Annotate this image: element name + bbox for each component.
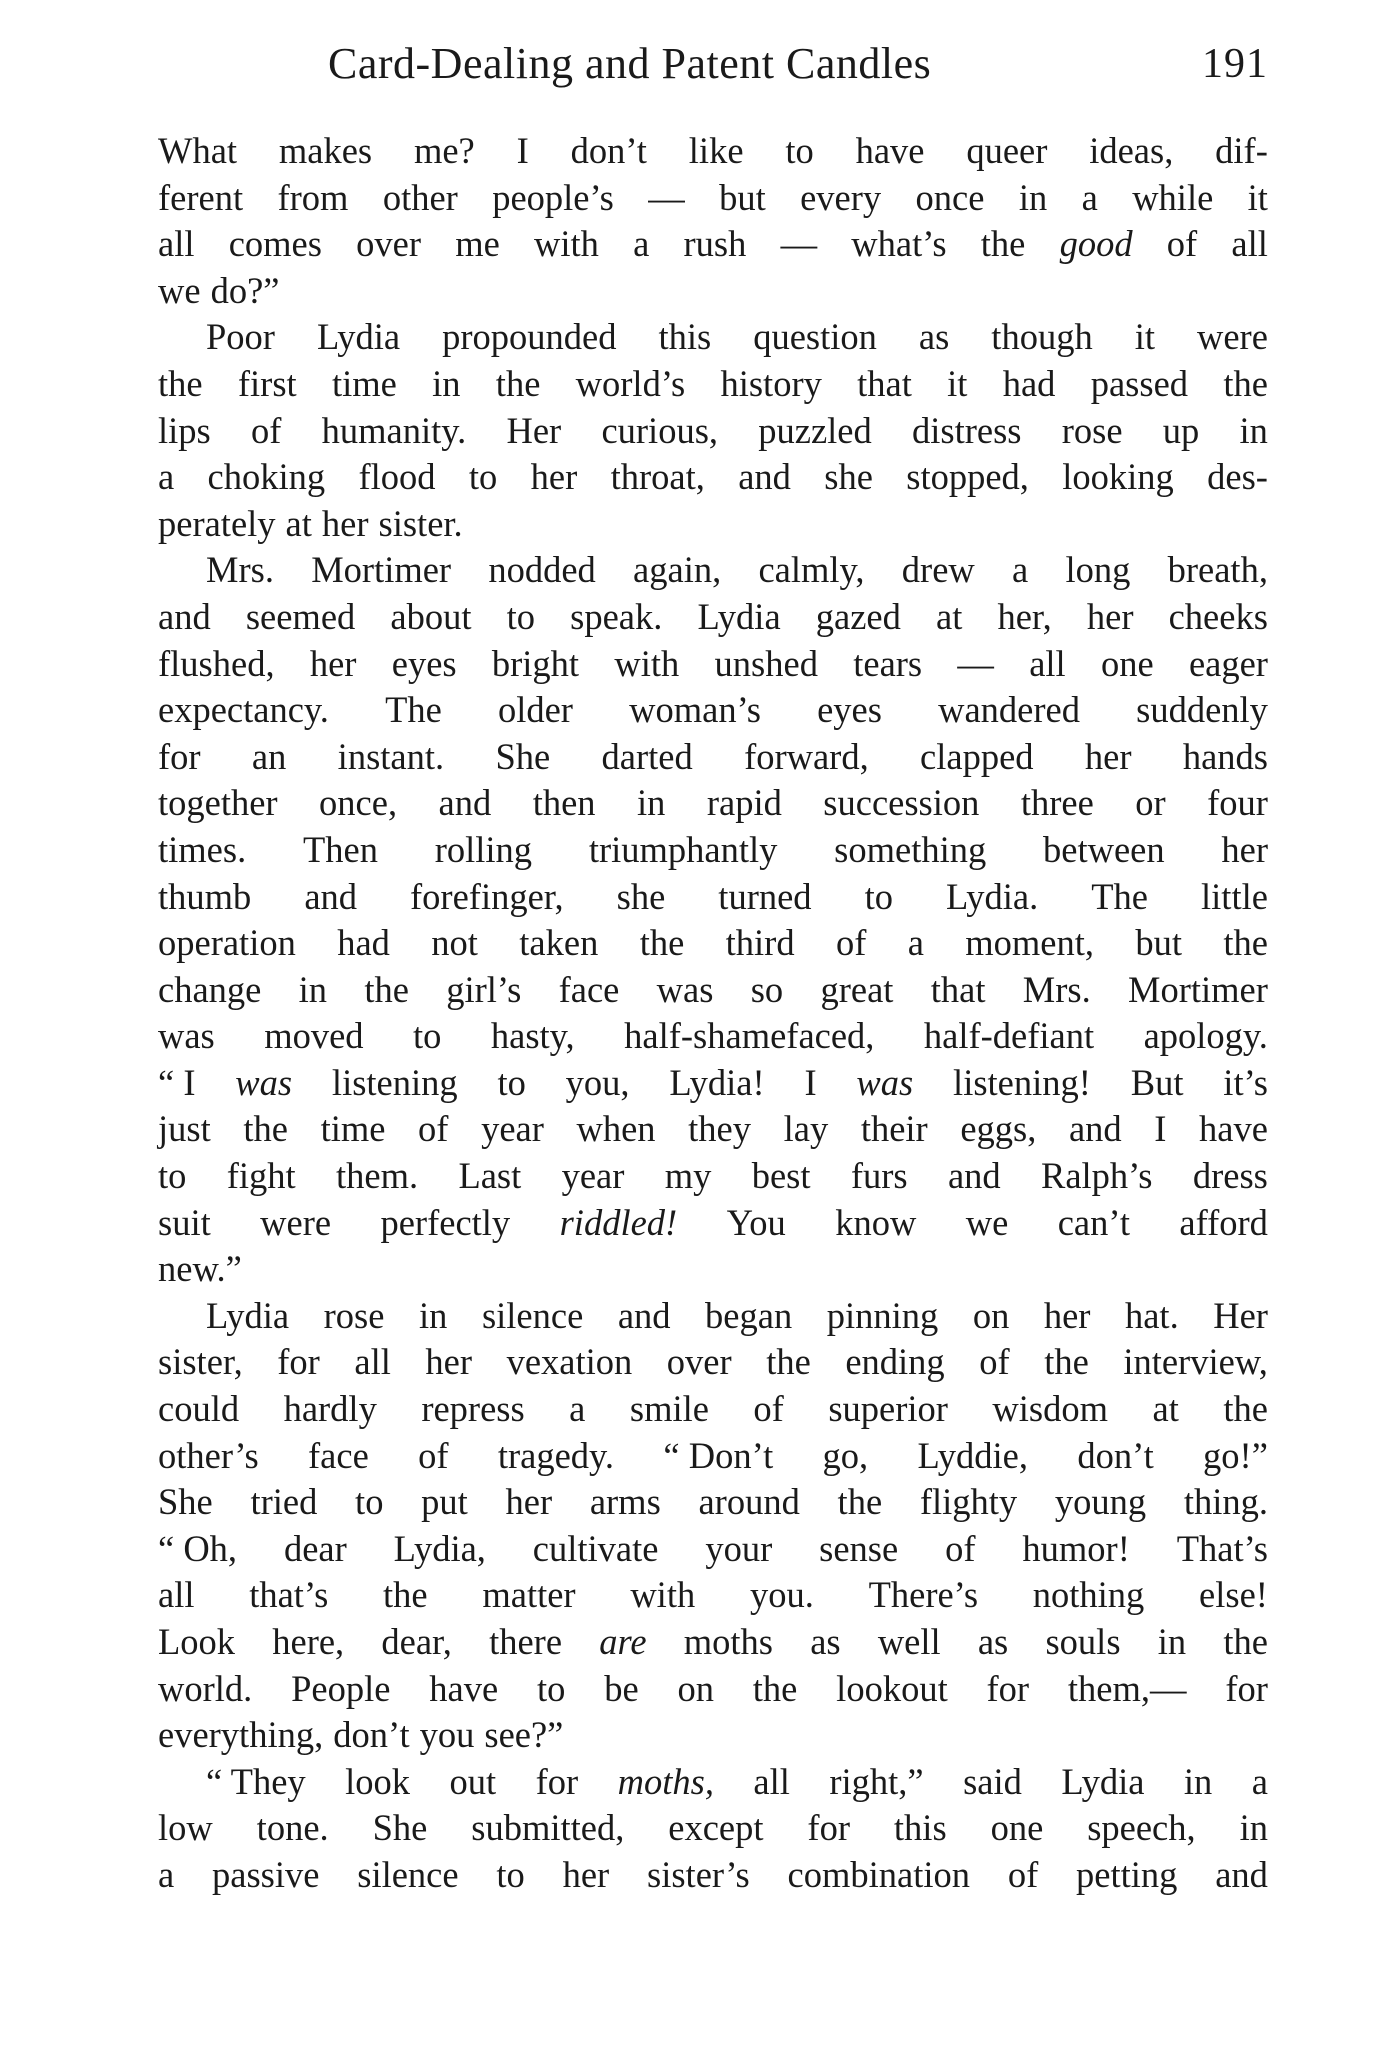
body-text: [158, 128, 1268, 1899]
text-line: Look here, dear, there are moths as well as souls in the: [158, 1621, 1268, 1662]
text-line: other’s face of tragedy. “ Don’t go, Lyddie, don’t go!”: [158, 1434, 1268, 1476]
text-line: expectancy. The older woman’s eyes wandered suddenly: [158, 689, 1268, 731]
text-line: ferent from other people’s — but every once in a while it: [158, 176, 1268, 218]
text-line: “ I was listening to you, Lydia! I was listening! But it’s: [158, 1061, 1268, 1103]
page-number: 191: [1202, 41, 1268, 87]
text-line: flushed, her eyes bright with unshed tears — all one eager: [158, 642, 1268, 684]
text-line: just the time of year when they lay their eggs, and I have: [158, 1108, 1268, 1150]
text-line: lips of humanity. Her curious, puzzled distress rose up in: [158, 409, 1268, 451]
text-line: suit were perfectly riddled! You know we can’t afford: [158, 1201, 1268, 1243]
text-line: change in the girl’s face was so great that Mrs. Mortimer: [158, 968, 1268, 1010]
text-line: operation had not taken the third of a moment, but the: [158, 922, 1268, 964]
text-line: thumb and forefinger, she turned to Lydia. The little: [158, 875, 1268, 917]
text-line: perately at her sister.: [158, 502, 463, 544]
text-line: new.”: [158, 1248, 242, 1290]
text-line: sister, for all her vexation over the ending of the interview,: [158, 1341, 1268, 1383]
running-title: Card-Dealing and Patent Candles: [328, 39, 932, 88]
text-line: everything, don’t you see?”: [158, 1714, 564, 1756]
text-line: was moved to hasty, half-shamefaced, half-defiant apology.: [158, 1015, 1268, 1057]
text-line: could hardly repress a smile of superior wisdom at the: [158, 1388, 1268, 1430]
text-line: together once, and then in rapid succession three or four: [158, 782, 1268, 824]
text-line: Lydia rose in silence and began pinning on her hat. Her: [206, 1294, 1268, 1336]
text-line: times. Then rolling triumphantly something between her: [158, 828, 1268, 870]
text-line: She tried to put her arms around the flighty young thing.: [158, 1481, 1268, 1523]
text-line: we do?”: [158, 269, 280, 311]
text-line: world. People have to be on the lookout for them,— for: [158, 1667, 1268, 1709]
text-line: Poor Lydia propounded this question as though it were: [206, 316, 1268, 358]
text-line: all comes over me with a rush — what’s the good of all: [158, 223, 1268, 265]
text-line: the first time in the world’s history that it had passed the: [158, 362, 1268, 404]
running-head: [158, 38, 1268, 98]
text-line: a passive silence to her sister’s combination of petting and: [158, 1853, 1268, 1895]
text-line: “ Oh, dear Lydia, cultivate your sense of humor! That’s: [158, 1527, 1268, 1569]
text-line: What makes me? I don’t like to have queer ideas, dif-: [158, 130, 1268, 171]
text-line: and seemed about to speak. Lydia gazed at her, her cheeks: [158, 595, 1268, 637]
text-line: all that’s the matter with you. There’s nothing else!: [158, 1574, 1268, 1616]
text-line: low tone. She submitted, except for this one speech, in: [158, 1807, 1268, 1849]
text-line: to fight them. Last year my best furs and Ralph’s dress: [158, 1155, 1268, 1197]
text-line: for an instant. She darted forward, clapped her hands: [158, 735, 1268, 777]
text-line: “ They look out for moths, all right,” said Lydia in a: [206, 1760, 1268, 1802]
text-line: Mrs. Mortimer nodded again, calmly, drew a long breath,: [206, 549, 1268, 591]
text-line: a choking flood to her throat, and she stopped, looking des-: [158, 456, 1268, 498]
